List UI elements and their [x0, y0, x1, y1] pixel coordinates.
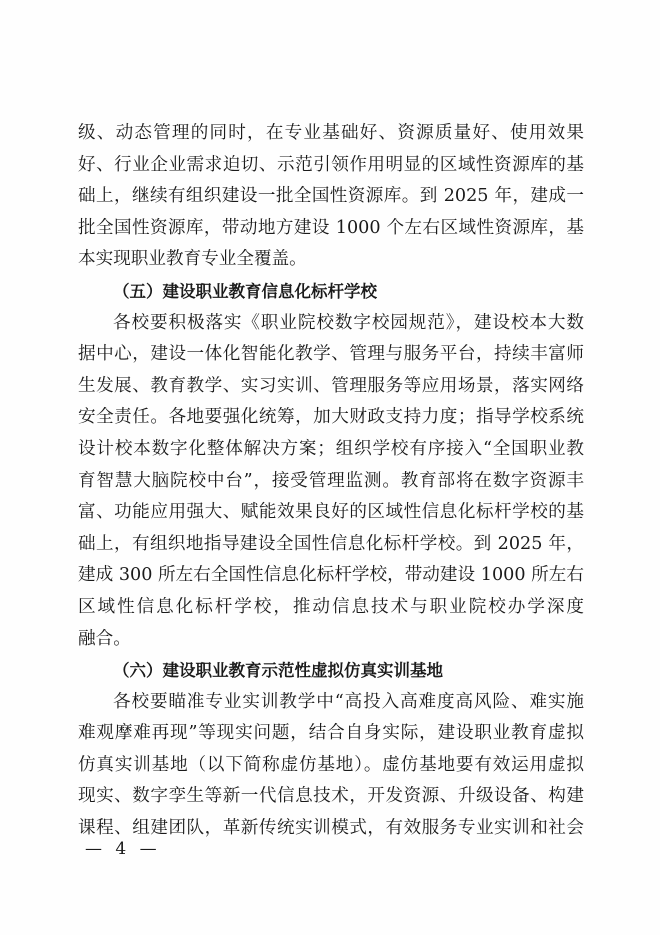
- text-line: 础上，继续有组织建设一批全国性资源库。到 2025 年，建成一: [78, 186, 584, 207]
- text-line: 建成 300 所左右全国性信息化标杆学校，带动建设 1000 所左右: [78, 565, 584, 586]
- text-line: 级、动态管理的同时，在专业基础好、资源质量好、使用效果: [78, 123, 584, 143]
- text-line: 生发展、教育教学、实习实训、管理服务等应用场景，落实网络: [78, 375, 584, 396]
- text-line: 批全国性资源库，带动地方建设 1000 个左右区域性资源库，基: [78, 217, 584, 238]
- text-line: 据中心，建设一体化智能化教学、管理与服务平台，持续丰富师: [78, 344, 584, 365]
- text-line: 富、功能应用强大、赋能效果良好的区域性信息化标杆学校的基: [78, 502, 584, 523]
- section-heading: （五）建设职业教育信息化标杆学校: [113, 281, 377, 301]
- text-line: 础上，有组织地指导建设全国性信息化标杆学校。到 2025 年，: [78, 533, 584, 554]
- text-line: 各校要瞄准专业实训教学中“高投入高难度高风险、难实施: [113, 691, 584, 712]
- text-line: 现实、数字孪生等新一代信息技术，开发资源、升级设备、构建: [78, 786, 584, 807]
- section-heading: （六）建设职业教育示范性虚拟仿真实训基地: [113, 661, 443, 681]
- text-line: 仿真实训基地（以下简称虚仿基地）。虚仿基地要有效运用虚拟: [78, 754, 584, 775]
- text-line: 好、行业企业需求迫切、示范引领作用明显的区域性资源库的基: [78, 154, 584, 175]
- text-line: 设计校本数字化整体解决方案；组织学校有序接入“全国职业教: [78, 438, 584, 459]
- document-body: [78, 118, 584, 845]
- text-line: 各校要积极落实《职业院校数字校园规范》，建设校本大数: [113, 312, 584, 333]
- text-line: 区域性信息化标杆学校，推动信息技术与职业院校办学深度: [78, 596, 584, 617]
- page-number: — 4 —: [85, 839, 161, 859]
- text-line: 本实现职业教育专业全覆盖。: [78, 249, 307, 270]
- text-line: 课程、组建团队，革新传统实训模式，有效服务专业实训和社会: [78, 818, 584, 839]
- text-line: 难观摩难再现”等现实问题，结合自身实际，建设职业教育虚拟: [78, 723, 584, 744]
- text-line: 安全责任。各地要强化统筹，加大财政支持力度；指导学校系统: [78, 407, 584, 428]
- text-line: 融合。: [78, 628, 131, 649]
- text-line: 育智慧大脑院校中台”，接受管理监测。教育部将在数字资源丰: [78, 470, 584, 491]
